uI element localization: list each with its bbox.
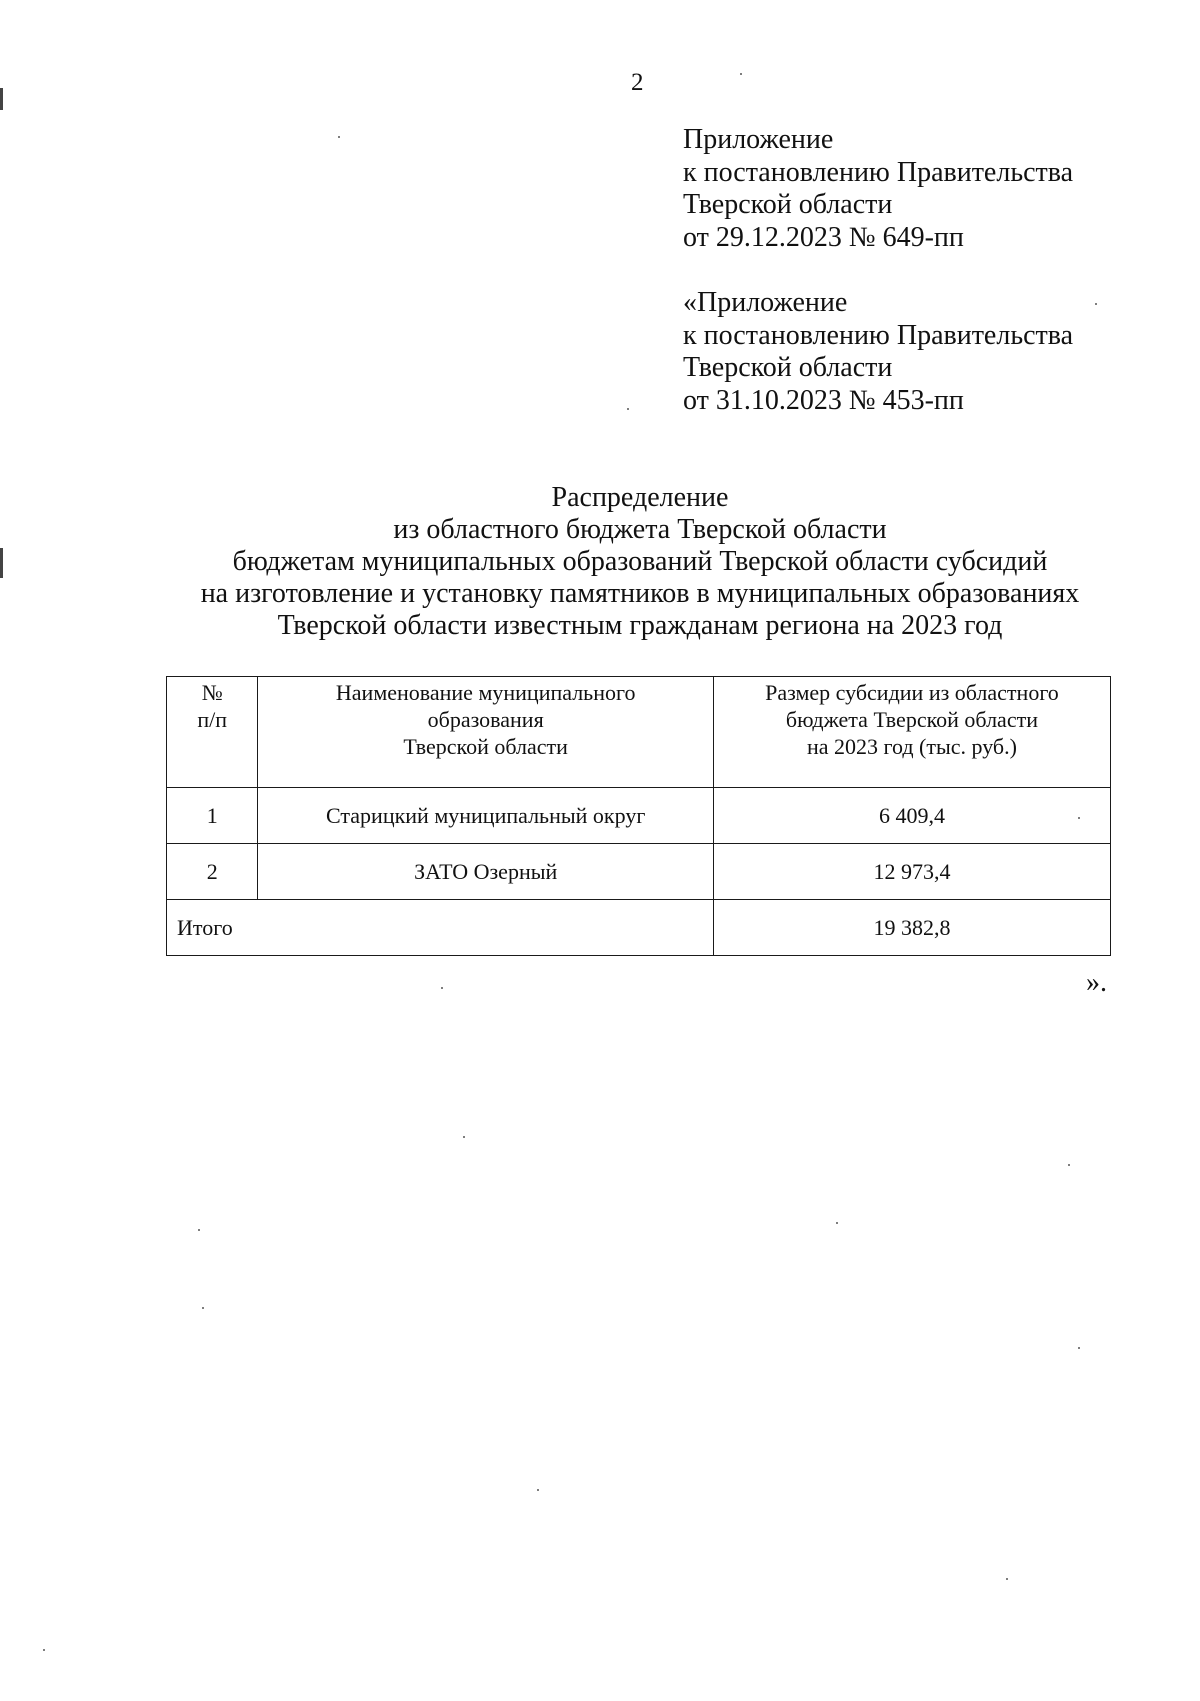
row-municipality: Старицкий муниципальный округ xyxy=(258,788,713,844)
header-subsidy-amount xyxy=(713,677,1110,788)
title-line: бюджетам муниципальных образований Тверской области субсидий xyxy=(232,546,1048,577)
scan-speck xyxy=(338,136,340,138)
table-row xyxy=(167,844,1111,900)
scan-speck xyxy=(463,1136,465,1138)
page-number: 2 xyxy=(631,69,644,96)
title-line: из областного бюджета Тверской области xyxy=(393,514,887,545)
scan-speck xyxy=(1068,1164,1070,1166)
header-amount-line: бюджета Тверской области xyxy=(785,707,1038,732)
title-line: Распределение xyxy=(551,482,729,513)
header-municipality-line: образования xyxy=(427,707,544,732)
total-label: Итого xyxy=(167,900,714,956)
scan-speck xyxy=(836,1222,838,1224)
table-row xyxy=(167,788,1111,844)
header-municipality xyxy=(258,677,713,788)
row-amount: 6 409,4 xyxy=(713,788,1110,844)
scan-edge-mark xyxy=(0,88,3,110)
title-line: Тверской области известным гражданам региона на 2023 год xyxy=(277,610,1003,641)
title-line: на изготовление и установку памятников в муниципальных образованиях xyxy=(200,578,1080,609)
row-num: 1 xyxy=(167,788,258,844)
table-header-row xyxy=(167,677,1111,788)
subsidy-table xyxy=(166,676,1111,956)
scan-edge-mark xyxy=(0,548,3,578)
appendix-previous-line: Тверской области xyxy=(683,352,893,383)
total-amount: 19 382,8 xyxy=(713,900,1110,956)
header-num-line: п/п xyxy=(197,707,228,732)
header-amount-line: Размер субсидии из областного xyxy=(765,680,1059,705)
document-title xyxy=(150,482,1130,642)
header-num-line: № xyxy=(201,680,223,705)
row-municipality: ЗАТО Озерный xyxy=(258,844,713,900)
scan-speck xyxy=(1095,303,1097,305)
appendix-previous-line: от 31.10.2023 № 453-пп xyxy=(683,384,964,416)
appendix-previous-line: к постановлению Правительства xyxy=(683,319,1074,351)
appendix-header-current xyxy=(683,124,1073,254)
header-municipality-line: Тверской области xyxy=(403,734,568,759)
scan-speck xyxy=(1078,1347,1080,1349)
header-num xyxy=(167,677,258,788)
header-municipality-line: Наименование муниципального xyxy=(335,680,636,705)
appendix-current-line: к постановлению Правительства xyxy=(683,156,1074,188)
scan-speck xyxy=(202,1307,204,1309)
appendix-header-previous xyxy=(683,287,1073,417)
scan-speck xyxy=(441,987,443,989)
closing-quote: ». xyxy=(1086,967,1107,998)
appendix-current-line: Тверской области xyxy=(683,189,893,220)
row-num: 2 xyxy=(167,844,258,900)
scan-speck xyxy=(740,73,742,75)
scan-speck xyxy=(198,1229,200,1231)
appendix-current-line: Приложение xyxy=(683,124,834,155)
scan-speck xyxy=(1078,817,1080,819)
appendix-current-line: от 29.12.2023 № 649-пп xyxy=(683,221,964,253)
table-total-row xyxy=(167,900,1111,956)
scan-speck xyxy=(627,408,629,410)
scan-speck xyxy=(537,1489,539,1491)
scan-speck xyxy=(43,1649,45,1651)
header-amount-line: на 2023 год (тыс. руб.) xyxy=(806,734,1017,759)
row-amount: 12 973,4 xyxy=(713,844,1110,900)
appendix-previous-line: «Приложение xyxy=(683,287,848,318)
scan-speck xyxy=(1006,1578,1008,1580)
